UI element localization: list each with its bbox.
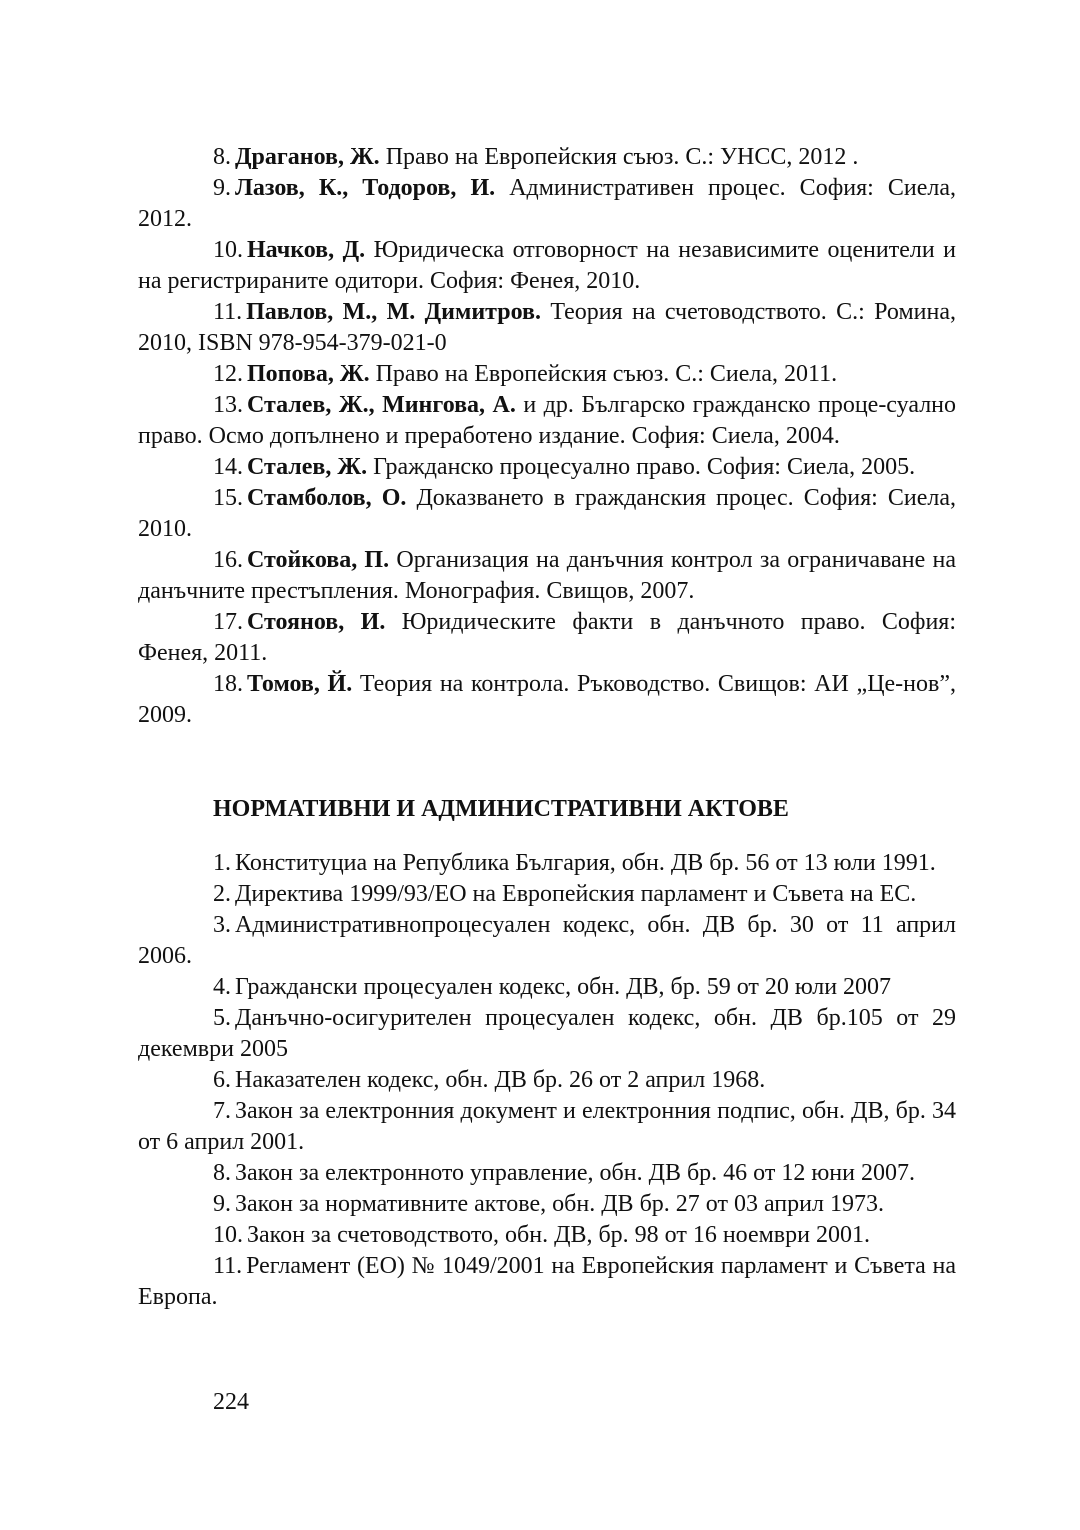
bibliography-entry — [138, 607, 956, 669]
acts-list — [138, 848, 956, 1313]
entry-number: 1. — [213, 850, 231, 876]
act-entry — [138, 1003, 956, 1065]
entry-authors: Лазов, К., Тодоров, И. — [235, 175, 496, 201]
entry-text: Закон за нормативните актове, обн. ДВ бр. 27 от 03 април 1973. — [235, 1191, 884, 1217]
entry-number: 9. — [213, 1191, 231, 1217]
act-entry — [138, 1065, 956, 1096]
entry-text: Закон за електронния документ и електронния подпис, обн. ДВ, бр. 34 от 6 април 2001. — [138, 1098, 956, 1155]
entry-number: 9. — [213, 175, 231, 201]
entry-authors: Томов, Й. — [247, 671, 353, 697]
act-entry — [138, 1189, 956, 1220]
entry-authors: Стоянов, И. — [247, 609, 386, 635]
bibliography-entry — [138, 297, 956, 359]
entry-text: Конституциа на Република България, обн. ДВ бр. 56 от 13 юли 1991. — [235, 850, 936, 876]
entry-authors: Попова, Ж. — [247, 361, 370, 387]
entry-text: Административен процес. София: Сиела, 2012. — [138, 175, 956, 232]
entry-number: 3. — [213, 912, 231, 938]
entry-text: Теория на счетоводството. С.: Ромина, 2010, ISBN 978-954-379-021-0 — [138, 299, 956, 356]
bibliography-entry — [138, 390, 956, 452]
page-number: 224 — [213, 1389, 249, 1415]
entry-number: 17. — [213, 609, 243, 635]
entry-number: 7. — [213, 1098, 231, 1124]
entry-text: Право на Европейския съюз. С.: УНСС, 2012 . — [385, 144, 859, 170]
entry-text: Организация на данъчния контрол за ограничаване на данъчните престъпления. Монография. Свищов, 2007. — [138, 547, 957, 604]
bibliography-entry — [138, 359, 956, 390]
entry-number: 10. — [213, 237, 243, 263]
entry-text: Гражданско процесуално право. София: Сиела, 2005. — [373, 454, 916, 480]
bibliography-entry — [138, 235, 956, 297]
bibliography-entry — [138, 173, 956, 235]
entry-authors: Сталев, Ж. — [247, 454, 368, 480]
entry-number: 11. — [213, 299, 243, 325]
entry-text: Доказването в гражданския процес. София: Сиела, 2010. — [138, 485, 957, 542]
entry-number: 10. — [213, 1222, 243, 1248]
entry-text: Регламент (ЕО) № 1049/2001 на Европейския парламент и Съвета на Европа. — [138, 1253, 956, 1310]
entry-number: 2. — [213, 881, 231, 907]
entry-text: Данъчно-осигурителен процесуален кодекс, обн. ДВ бр.105 от 29 декември 2005 — [138, 1005, 956, 1062]
entry-text: Граждански процесуален кодекс, обн. ДВ, бр. 59 от 20 юли 2007 — [235, 974, 892, 1000]
bibliography-entry — [138, 452, 956, 483]
entry-authors: Сталев, Ж., Мингова, А. — [247, 392, 516, 418]
entry-number: 11. — [213, 1253, 243, 1279]
entry-number: 13. — [213, 392, 243, 418]
entry-number: 14. — [213, 454, 243, 480]
act-entry — [138, 1220, 956, 1251]
entry-text: Юридическа отговорност на независимите оценители и на регистрираните одитори. София: Фенея, 2010. — [138, 237, 956, 294]
entry-text: и др. Българско гражданско проце-суално право. Осмо допълнено и преработено издание. София: Сиела, 2004. — [138, 392, 957, 449]
entry-text: Наказателен кодекс, обн. ДВ бр. 26 от 2 април 1968. — [235, 1067, 766, 1093]
section-title: НОРМАТИВНИ И АДМИНИСТРАТИВНИ АКТОВЕ — [213, 796, 789, 822]
act-entry — [138, 1158, 956, 1189]
entry-authors: Стойкова, П. — [247, 547, 390, 573]
entry-number: 8. — [213, 1160, 231, 1186]
bibliography-entry — [138, 142, 956, 173]
entry-text: Закон за счетоводството, обн. ДВ, бр. 98 от 16 ноември 2001. — [247, 1222, 870, 1248]
entry-number: 8. — [213, 144, 231, 170]
entry-text: Право на Европейския съюз. С.: Сиела, 2011. — [375, 361, 838, 387]
entry-text: Теория на контрола. Ръководство. Свищов: АИ „Це-нов”, 2009. — [138, 671, 956, 728]
act-entry — [138, 1251, 956, 1313]
entry-authors: Драганов, Ж. — [235, 144, 380, 170]
entry-number: 18. — [213, 671, 243, 697]
entry-text: Административнопроцесуален кодекс, обн. ДВ бр. 30 от 11 април 2006. — [138, 912, 956, 969]
bibliography-entry — [138, 483, 956, 545]
entry-authors: Начков, Д. — [247, 237, 366, 263]
document-page — [138, 142, 956, 1313]
act-entry — [138, 848, 956, 879]
act-entry — [138, 910, 956, 972]
entry-authors: Павлов, М., М. Димитров. — [246, 299, 541, 325]
act-entry — [138, 879, 956, 910]
bibliography-entry — [138, 669, 956, 731]
entry-authors: Стамболов, О. — [247, 485, 407, 511]
entry-number: 4. — [213, 974, 231, 1000]
entry-number: 15. — [213, 485, 243, 511]
act-entry — [138, 972, 956, 1003]
bibliography-entry — [138, 545, 956, 607]
entry-number: 12. — [213, 361, 243, 387]
entry-number: 16. — [213, 547, 243, 573]
bibliography-list — [138, 142, 956, 731]
act-entry — [138, 1096, 956, 1158]
entry-number: 5. — [213, 1005, 231, 1031]
entry-text: Юридическите факти в данъчното право. София: Фенея, 2011. — [138, 609, 956, 666]
entry-text: Закон за електронното управление, обн. ДВ бр. 46 от 12 юни 2007. — [235, 1160, 915, 1186]
entry-number: 6. — [213, 1067, 231, 1093]
entry-text: Директива 1999/93/ЕО на Европейския парламент и Съвета на ЕС. — [235, 881, 917, 907]
